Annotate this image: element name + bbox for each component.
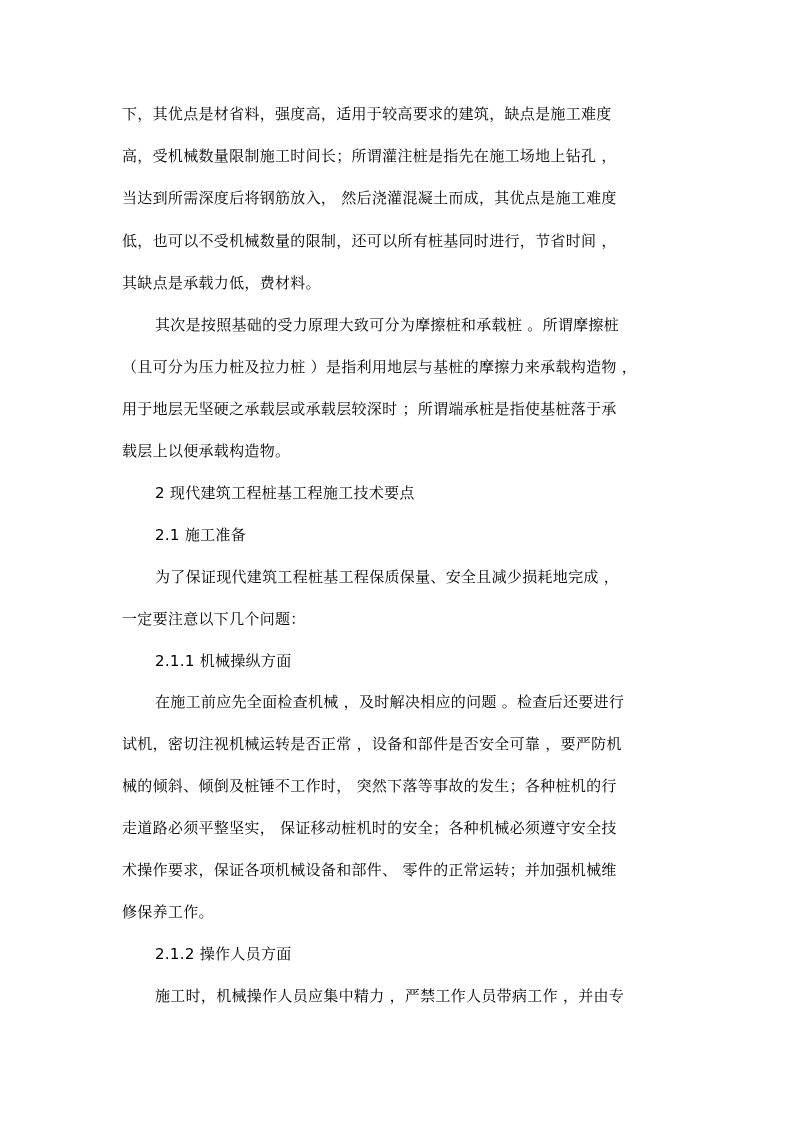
text-line: 术操作要求，保证各项机械设备和部件、 零件的正常运转；并加强机械维 bbox=[122, 861, 617, 879]
text-line: 载层上以便承载构造物。 bbox=[122, 442, 291, 460]
text-line: （且可分为压力桩及拉力桩 ）是指利用地层与基桩的摩擦力来承载构造物 ， bbox=[122, 358, 638, 376]
paragraph-start-line: 在施工前应先全面检查机械 ，及时解决相应的问题 。检查后还要进行 bbox=[155, 693, 625, 711]
text-line: 一定要注意以下几个问题： bbox=[122, 610, 306, 628]
text-line: 其缺点是承载力低，费材料。 bbox=[122, 274, 321, 292]
subsubsection-heading: 2.1.1 机械操纵方面 bbox=[155, 652, 292, 670]
text-line: 试机，密切注视机械运转是否正常 ，设备和部件是否安全可靠 ，要严防机 bbox=[122, 735, 622, 753]
text-line: 修保养工作。 bbox=[122, 903, 214, 921]
text-line: 用于地层无坚硬之承载层或承载层较深时 ；所谓端承桩是指使基桩落于承 bbox=[122, 400, 617, 418]
paragraph-start-line: 其次是按照基础的受力原理大致可分为摩擦桩和承载桩 。所谓摩擦桩 bbox=[155, 316, 620, 334]
text-line: 当达到所需深度后将钢筋放入， 然后浇灌混凝土而成，其优点是施工难度 bbox=[122, 189, 617, 207]
paragraph-start-line: 施工时，机械操作人员应集中精力 ，严禁工作人员带病工作 ，并由专 bbox=[155, 987, 625, 1005]
subsection-heading: 2.1 施工准备 bbox=[155, 526, 247, 544]
text-line: 械的倾斜、倾倒及桩锤不工作时， 突然下落等事故的发生；各种桩机的行 bbox=[122, 777, 617, 795]
text-line: 低，也可以不受机械数量的限制，还可以所有桩基同时进行，节省时间 ， bbox=[122, 232, 617, 250]
section-heading: 2 现代建筑工程桩基工程施工技术要点 bbox=[155, 484, 415, 502]
text-line: 高，受机械数量限制施工时间长；所谓灌注桩是指先在施工场地上钻孔 ， bbox=[122, 147, 617, 165]
text-line: 下，其优点是材省料，强度高，适用于较高要求的建筑，缺点是施工难度 bbox=[122, 105, 612, 123]
text-line: 走道路必须平整坚实， 保证移动桩机时的安全；各种机械必须遵守安全技 bbox=[122, 819, 617, 837]
paragraph-start-line: 为了保证现代建筑工程桩基工程保质保量、安全且减少损耗地完成 ， bbox=[155, 568, 620, 586]
subsubsection-heading: 2.1.2 操作人员方面 bbox=[155, 945, 292, 963]
